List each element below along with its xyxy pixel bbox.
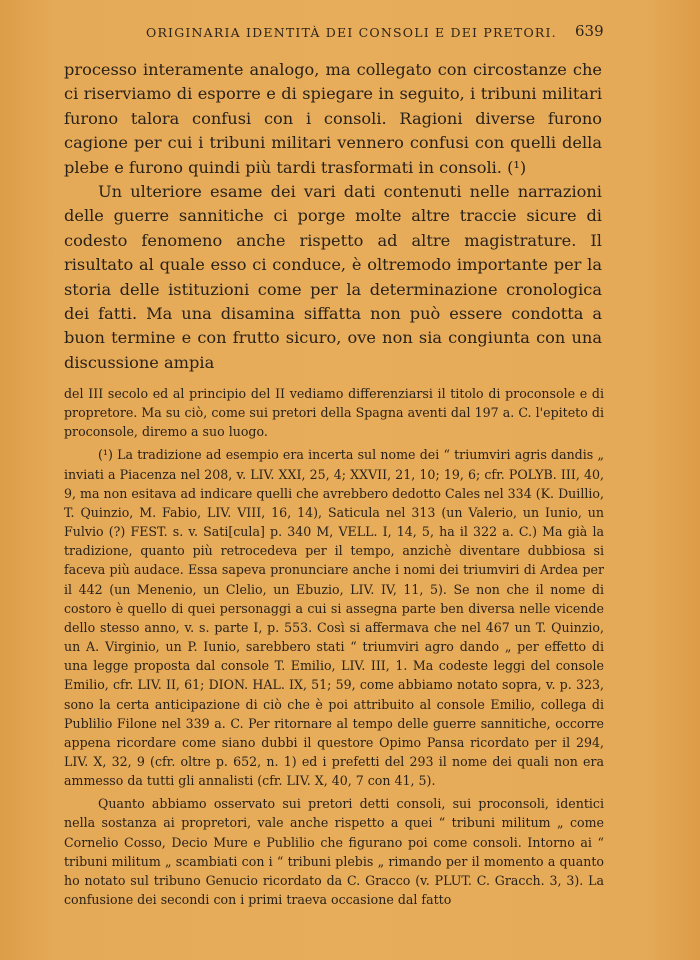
running-head (0, 22, 700, 42)
main-paragraph: Un ulteriore esame dei vari dati contenuti nelle narrazioni delle guerre sannitiche ci porge molte altre traccie sicure di codesto fenomeno anche rispetto ad altre magistrature. Il risultato al quale esso ci conduce, è oltremodo importante per la storia delle istituzioni come per la determinazione cronologica dei fatti. Ma una disamina siffatta non può essere condotta a buon termine e con frutto sicuro, ove non sia congiunta con una discussione ampia (64, 182, 602, 372)
main-text (64, 58, 602, 375)
footnotes (64, 384, 604, 909)
main-paragraph: processo interamente analogo, ma collegato con circostanze che ci riserviamo di esporre e di spiegare in seguito, i tribuni militari furono talora confusi con i consoli. Ragioni diverse furono cagione per cui i tribuni militari vennero confusi con quelli della plebe e furono quindi più tardi trasformati in consoli. (¹) (64, 60, 602, 177)
running-title: ORIGINARIA IDENTITÀ DEI CONSOLI E DEI PRETORI. (146, 25, 557, 40)
page-number: 639 (575, 22, 604, 40)
footnote-continuation: del III secolo ed al principio del II vediamo differenziarsi il titolo di proconsole e di propretore. Ma su ciò, come sui pretori della Spagna aventi dal 197 a. C. l'epiteto di proconsole, diremo a suo luogo. (64, 386, 604, 440)
footnote-2: Quanto abbiamo osservato sui pretori detti consoli, sui proconsoli, identici nella sostanza ai propretori, vale anche rispetto a quei “ tribuni militum „ come Cornelio Cosso, Decio Mure e Publilio che figurano poi come consoli. Intorno ai “ tribuni militum „ scambiati con i “ tribuni plebis „ rimando per il momento a quanto ho notato sul tribuno Genucio ricordato da C. Gracco (v. PLUT. C. Gracch. 3, 3). La confusione dei secondi con i primi traeva occasione dal fatto (64, 796, 604, 908)
footnote-1: (¹) La tradizione ad esempio era incerta sul nome dei “ triumviri agris dandis „ inviati a Piacenza nel 208, v. LIV. XXI, 25, 4; XXVII, 21, 10; 19, 6; cfr. POLYB. III, 40, 9, ma non esitava ad indicare quelli che avrebbero dedotto Cales nel 334 (K. Duillio, T. Quinzio, M. Fabio, LIV. VIII, 16, 14), Saticula nel 313 (un Valerio, un Iunio, un Fulvio (?) FEST. s. v. Sati[cula] p. 340 M, VELL. I, 14, 5, ha il 322 a. C.) Ma già la tradizione, quanto più retrocedeva per il tempo, anzichè diventare dubbiosa si faceva più audace. Essa sapeva pronunciare anche i nomi dei triumviri di Ardea per il 442 (un Menenio, un Clelio, un Ebuzio, LIV. IV, 11, 5). Se non che il nome di costoro è quello di quei personaggi a cui si assegna parte ben diversa nelle vicende dello stesso anno, v. s. parte I, p. 553. Così si affermava che nel 467 un T. Quinzio, un A. Virginio, un P. Iunio, sarebbero stati “ triumviri agro dando „ per effetto di una legge proposta dal console T. Emilio, LIV. III, 1. Ma codeste leggi del console Emilio, cfr. LIV. II, 61; DION. HAL. IX, 51; 59, come abbiamo notato sopra, v. p. 323, sono la certa anticipazione di ciò che è poi attribuito al console Emilio, collega di Publilio Filone nel 339 a. C. Per ritornare al tempo delle guerre sannitiche, occorre appena ricordare come siano dubbi il questore Opimo Pansa ricordato per il 294, LIV. X, 32, 9 (cfr. oltre p. 652, n. 1) ed i prefetti del 293 il nome dei quali non era ammesso da tutti gli annalisti (cfr. LIV. X, 40, 7 con 41, 5). (64, 447, 604, 789)
